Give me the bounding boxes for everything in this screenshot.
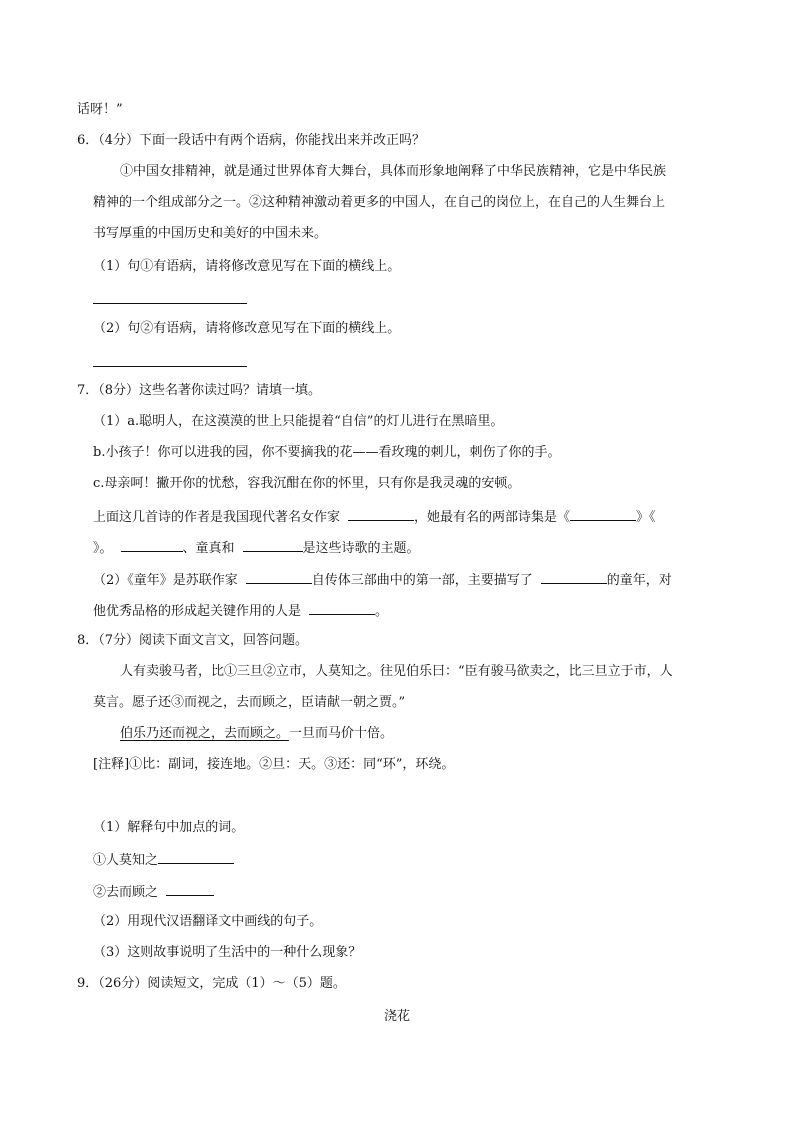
q9-header: 9．（26分）阅读短文，完成（1）～（5）题。 — [77, 976, 346, 991]
q7-line-themes: 》。 、童真和 是这些诗歌的主题。 — [93, 537, 420, 559]
blank-protagonist[interactable] — [541, 569, 607, 584]
q8-classical-line-2: 莫言。愿子还③而视之，去而顾之，臣请献一朝之贾。” — [93, 695, 406, 710]
q8-classical-line-3: 伯乐乃还而视之，去而顾之。一旦而马价十倍。 — [120, 726, 394, 741]
blank-collection-2[interactable] — [121, 537, 183, 552]
q8-header: 8．（7分）阅读下面文言文，回答问题。 — [77, 633, 309, 648]
q7-sub2-line-1: （2）《童年》是苏联作家 自传体三部曲中的第一部，主要描写了 的童年，对 — [93, 569, 672, 591]
q7-poem-b: b.小孩子！你可以进我的园，你不要摘我的花——看玫瑰的刺儿，刺伤了你的手。 — [93, 445, 561, 460]
q7-header: 7．（8分）这些名著你读过吗？请填一填。 — [77, 383, 322, 398]
q6-passage-line-1: ①中国女排精神，就是通过世界体育大舞台，具体而形象地阐释了中华民族精神，它是中华民族 — [120, 164, 667, 179]
q6-passage-line-2: 精神的一个组成部分之一。②这种精神激动着更多的中国人，在自己的岗位上，在自己的人生舞台上 — [93, 195, 666, 210]
q8-sub1: （1）解释句中加点的词。 — [93, 820, 245, 835]
q6-sub2: （2）句②有语病，请将修改意见写在下面的横线上。 — [93, 321, 401, 336]
q6-sub1: （1）句①有语病，请将修改意见写在下面的横线上。 — [93, 259, 401, 274]
blank-theme[interactable] — [243, 537, 303, 552]
blank-word-1[interactable] — [158, 849, 234, 864]
q8-sub1-item-2: ②去而顾之 — [93, 881, 214, 903]
continuation-line: 话呀！” — [77, 102, 123, 117]
q8-sub1-item-1: ①人莫知之 — [93, 849, 234, 871]
q9-passage-title: 浇花 — [383, 1009, 410, 1024]
q6-passage-line-3: 书写厚重的中国历史和美好的中国未来。 — [93, 226, 328, 241]
q8-sub2: （2）用现代汉语翻译文中画线的句子。 — [93, 914, 323, 929]
q7-line-author: 上面这几首诗的作者是我国现代著名女作家 ，她最有名的两部诗集是《 》《 — [93, 506, 656, 528]
blank-collection-1[interactable] — [570, 506, 636, 521]
blank-word-2[interactable] — [166, 881, 214, 896]
blank-key-person[interactable] — [309, 600, 375, 615]
q6-header: 6．（4分）下面一段话中有两个语病，你能找出来并改正吗？ — [77, 133, 426, 148]
q7-poem-a: （1）a.聪明人，在这漠漠的世上只能提着“自信”的灯儿进行在黑暗里。 — [93, 414, 504, 429]
q7-poem-c: c.母亲呵！撇开你的忧愁，容我沉酣在你的怀里，只有你是我灵魂的安顿。 — [93, 476, 521, 491]
q8-classical-line-1: 人有卖骏马者，比①三旦②立市，人莫知之。往见伯乐曰：“臣有骏马欲卖之，比三旦立于市，人 — [120, 664, 673, 679]
q8-notes: [注释]①比：副词，接连地。②旦：天。③还：同“环”，环绕。 — [93, 757, 455, 772]
q6-sub1-answer-line[interactable] — [93, 303, 247, 304]
q8-sub3: （3）这则故事说明了生活中的一种什么现象？ — [93, 945, 362, 960]
blank-author[interactable] — [348, 506, 414, 521]
blank-soviet-author[interactable] — [246, 569, 312, 584]
q7-sub2-line-2: 他优秀品格的形成起关键作用的人是 。 — [93, 600, 388, 622]
q6-sub2-answer-line[interactable] — [93, 366, 247, 367]
underlined-sentence: 伯乐乃还而视之，去而顾之。 — [120, 726, 290, 741]
